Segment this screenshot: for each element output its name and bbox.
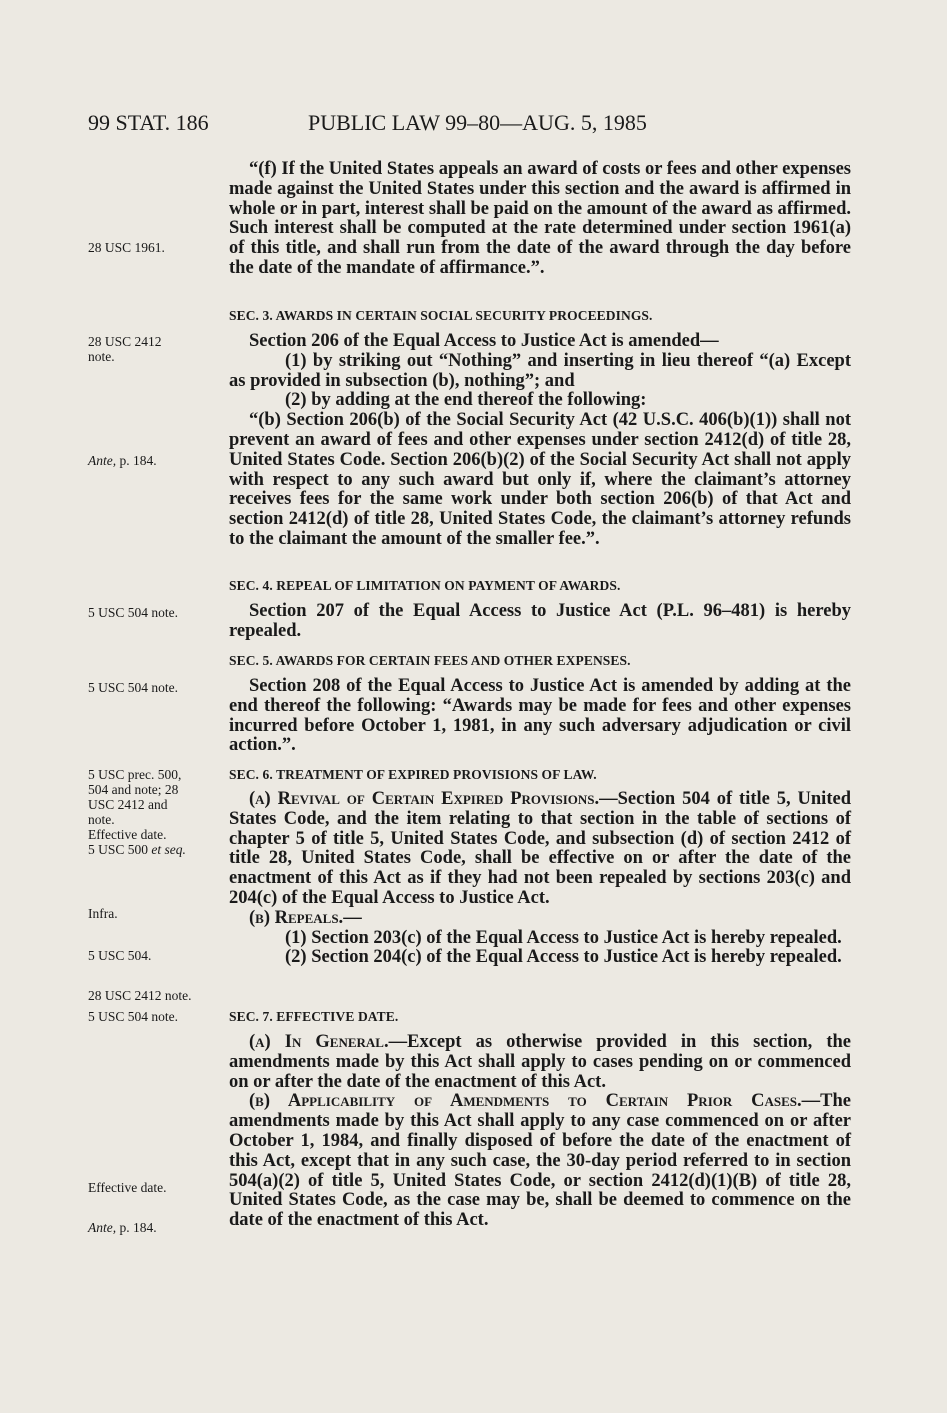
repeal-item: (2) Section 204(c) of the Equal Access to Justice Act is hereby repealed.	[285, 947, 842, 968]
margin-note: 5 USC 504 note.	[88, 680, 179, 695]
margin-note	[88, 334, 228, 364]
margin-note-line: Effective date.	[88, 827, 167, 842]
subsection-caption: (a) Revival of Certain Expired Provisions.	[249, 789, 600, 809]
subsection-dash: —	[343, 907, 362, 928]
subsection-text: —Section 504 of title 5, United States Code, and the item relating to that section in the table of sections of chapter 5 of title 5, United States Code, and subsection (d) of section 2412 of title 28, United States Code, shall be effective on or after the date of the enactment of this Act as if they had not been repealed by sections 203(c) and 204(c) of the Equal Access to Justice Act.	[229, 789, 851, 908]
subsection-caption: (a) In General.	[249, 1032, 389, 1052]
margin-note-italic: et seq.	[151, 842, 186, 857]
section-6-body	[229, 790, 851, 968]
margin-note: Infra.	[88, 906, 118, 921]
margin-note: 28 USC 2412 note.	[88, 988, 192, 1003]
subsection-text: —The amendments made by this Act shall apply to any case commenced on or after October 1, 1984, and finally disposed of before the date of the enactment of this Act, except that in any such case, the 30-day period referred to in section 504(a)(2) of title 5, United States Code, or section 2412(d)(1)(B) of title 28, United States Code, as the case may be, shall be deemed to commence on the date of the enactment of this Act.	[229, 1091, 851, 1231]
margin-note-rest: 5 USC 500	[88, 842, 152, 857]
margin-note: 5 USC 504.	[88, 948, 152, 963]
section-text: Section 208 of the Equal Access to Justice Act is amended by adding at the end thereof the following: “Awards may be made for fees and other expenses incurred before October 1, 1981, in any such adversary adjudication or civil action.”.	[229, 676, 851, 756]
section-heading: SEC. 5. AWARDS FOR CERTAIN FEES AND OTHER EXPENSES.	[229, 653, 631, 668]
section-heading: SEC. 3. AWARDS IN CERTAIN SOCIAL SECURITY PROCEEDINGS.	[229, 308, 653, 323]
paragraph-text: “(f) If the United States appeals an award of costs or fees and other expenses made against the United States under this section and the award is affirmed in whole or in part, interest shall be paid on the amount of the award as affirmed. Such interest shall be computed at the rate determined under section 1961(a) of this title, and shall run from the date of the award through the day before the date of the mandate of affirmance.”.	[229, 159, 851, 278]
paragraph-f	[229, 160, 851, 279]
section-text: Section 207 of the Equal Access to Justice Act (P.L. 96–481) is hereby repealed.	[229, 601, 851, 641]
repeal-item: (1) Section 203(c) of the Equal Access to Justice Act is hereby repealed.	[285, 927, 842, 948]
margin-note-rest: p. 184.	[116, 453, 157, 468]
margin-note-italic: Ante,	[88, 1220, 117, 1235]
margin-note: 5 USC 504 note.	[88, 1009, 179, 1024]
margin-note: Effective date.	[88, 1180, 167, 1195]
margin-note-line: 5 USC prec. 500,	[88, 767, 182, 782]
margin-note	[88, 767, 228, 857]
margin-note-rest: p. 184.	[116, 1220, 157, 1235]
section-3-body	[229, 332, 851, 550]
subsection-text: —Except as otherwise provided in this section, the amendments made by this Act shall apply to cases pending on or commenced on or after the date of the enactment of this Act.	[229, 1032, 851, 1092]
margin-note-italic: Ante,	[88, 453, 117, 468]
margin-note-line: 504 and note; 28	[88, 782, 179, 797]
section-heading: SEC. 7. EFFECTIVE DATE.	[229, 1009, 399, 1024]
margin-note-line: note.	[88, 349, 115, 364]
margin-note: 5 USC 504 note.	[88, 605, 179, 620]
amendment-item: (1) by striking out “Nothing” and inserting in lieu thereof “(a) Except as provided in subsection (b), nothing”; and	[229, 350, 851, 391]
margin-note: 28 USC 1961.	[88, 240, 165, 255]
margin-note-line	[88, 842, 228, 857]
page-header	[88, 110, 848, 140]
margin-note-line: USC 2412 and	[88, 797, 168, 812]
amendment-item: (2) by adding at the end thereof the following:	[285, 390, 647, 411]
subsection-caption: (b) Applicability of Amendments to Certain Prior Cases.	[249, 1091, 802, 1112]
section-intro: Section 206 of the Equal Access to Justice Act is amended—	[249, 331, 719, 351]
margin-note	[88, 453, 228, 468]
public-law-title: PUBLIC LAW 99–80—AUG. 5, 1985	[308, 110, 647, 135]
subsection-caption: (b) Repeals.	[249, 907, 344, 928]
section-7-body	[229, 1033, 851, 1231]
statute-page-number: 99 STAT. 186	[88, 110, 209, 135]
margin-note-line: 28 USC 2412	[88, 334, 162, 349]
section-4-body	[229, 602, 851, 642]
section-heading: SEC. 4. REPEAL OF LIMITATION ON PAYMENT OF AWARDS.	[229, 578, 621, 593]
section-heading: SEC. 6. TREATMENT OF EXPIRED PROVISIONS OF LAW.	[229, 767, 597, 782]
section-5-body	[229, 677, 851, 756]
margin-note	[88, 1220, 228, 1235]
quoted-subsection: “(b) Section 206(b) of the Social Security Act (42 U.S.C. 406(b)(1)) shall not prevent an award of fees and other expenses under section 2412(d) of title 28, United States Code. Section 206(b)(2) of the Social Security Act shall not apply with respect to any such award but only if, where the claimant’s attorney receives fees for the same work under both section 206(b) of that Act and section 2412(d) of title 28, United States Code, the claimant’s attorney refunds to the claimant the amount of the smaller fee.”.	[229, 410, 851, 549]
margin-note-line: note.	[88, 812, 115, 827]
